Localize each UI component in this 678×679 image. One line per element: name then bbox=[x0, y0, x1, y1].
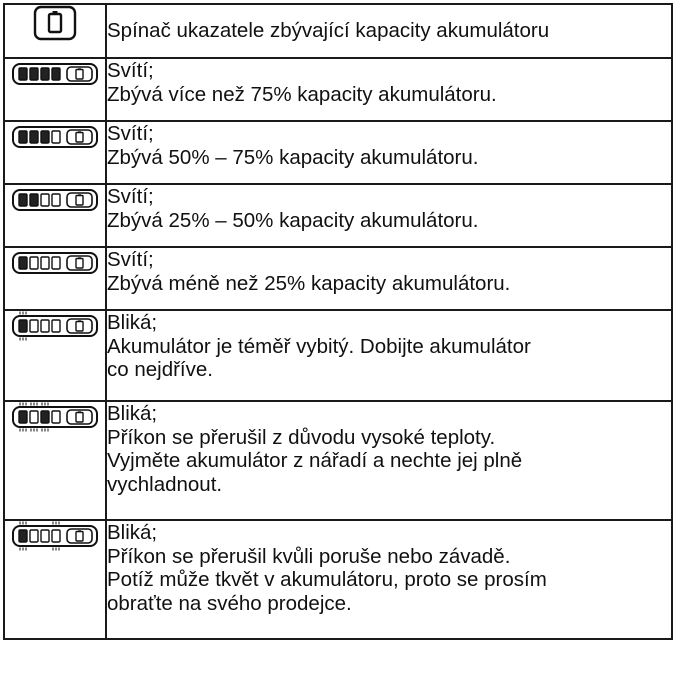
legend-line: vychladnout. bbox=[107, 472, 223, 496]
legend-line: Akumulátor je téměř vybitý. Dobijte akumulátor bbox=[107, 334, 531, 358]
led-segment bbox=[52, 411, 60, 423]
battery-alternate-blinking-icon bbox=[10, 402, 100, 432]
legend-icon-cell bbox=[4, 401, 106, 520]
legend-line: Bliká; bbox=[107, 521, 158, 544]
legend-line: Příkon se přerušil kvůli poruše nebo závadě. bbox=[107, 544, 511, 568]
legend-line: Zbývá více než 75% kapacity akumulátoru. bbox=[107, 82, 497, 106]
led-segment bbox=[30, 194, 38, 206]
legend-row bbox=[4, 121, 672, 184]
led-segment bbox=[30, 411, 38, 423]
legend-text-cell bbox=[106, 4, 672, 58]
battery-glyph-tip bbox=[78, 194, 81, 196]
legend-text-cell bbox=[106, 401, 672, 520]
led-segment bbox=[19, 194, 27, 206]
led-segment bbox=[52, 257, 60, 269]
led-segment bbox=[41, 257, 49, 269]
led-segment bbox=[41, 68, 49, 80]
led-segment bbox=[30, 131, 38, 143]
led-segment bbox=[41, 194, 49, 206]
legend-row bbox=[4, 520, 672, 639]
legend-line: co nejdříve. bbox=[107, 358, 213, 381]
legend-text-cell bbox=[106, 121, 672, 184]
legend-line: obraťte na svého prodejce. bbox=[107, 591, 352, 615]
legend-text-cell bbox=[106, 310, 672, 401]
battery-1-bar-icon bbox=[10, 248, 100, 278]
legend-text-cell bbox=[106, 520, 672, 639]
led-segment bbox=[19, 131, 27, 143]
legend-row bbox=[4, 247, 672, 310]
legend-line: Svítí; bbox=[107, 122, 154, 145]
legend-line: Spínač ukazatele zbývající kapacity akumulátoru bbox=[107, 19, 550, 43]
led-segment bbox=[52, 320, 60, 332]
legend-line: Zbývá méně než 25% kapacity akumulátoru. bbox=[107, 271, 511, 295]
led-segment bbox=[19, 68, 27, 80]
legend-icon-cell bbox=[4, 520, 106, 639]
legend-line: Svítí; bbox=[107, 185, 154, 208]
legend-text-cell bbox=[106, 247, 672, 310]
led-segment bbox=[52, 68, 60, 80]
legend-line: Příkon se přerušil z důvodu vysoké teploty. bbox=[107, 425, 496, 449]
legend-line: Zbývá 50% – 75% kapacity akumulátoru. bbox=[107, 145, 479, 169]
battery-indicator-legend-table bbox=[3, 3, 673, 640]
battery-1-bar-blinking-icon bbox=[10, 311, 100, 341]
led-segment bbox=[30, 257, 38, 269]
battery-3-bars-icon bbox=[10, 122, 100, 152]
legend-line: Svítí; bbox=[107, 59, 154, 82]
battery-glyph-tip bbox=[78, 411, 81, 413]
battery-4-bars-icon bbox=[10, 59, 100, 89]
led-segment bbox=[30, 530, 38, 542]
led-segment bbox=[19, 257, 27, 269]
battery-glyph-tip bbox=[78, 320, 81, 322]
legend-line: Bliká; bbox=[107, 402, 158, 425]
led-segment bbox=[30, 320, 38, 332]
battery-button-icon bbox=[33, 5, 77, 41]
led-segment bbox=[52, 194, 60, 206]
legend-line: Vyjměte akumulátor z nářadí a nechte jej plně bbox=[107, 449, 523, 472]
led-segment bbox=[41, 320, 49, 332]
legend-icon-cell bbox=[4, 4, 106, 58]
legend-text-cell bbox=[106, 184, 672, 247]
legend-row bbox=[4, 58, 672, 121]
led-segment bbox=[41, 530, 49, 542]
led-segment bbox=[41, 411, 49, 423]
led-segment bbox=[19, 320, 27, 332]
led-segment bbox=[19, 530, 27, 542]
battery-2-bars-icon bbox=[10, 185, 100, 215]
led-segment bbox=[19, 411, 27, 423]
legend-row bbox=[4, 4, 672, 58]
legend-icon-cell bbox=[4, 184, 106, 247]
legend-line: Zbývá 25% – 50% kapacity akumulátoru. bbox=[107, 208, 479, 232]
legend-line: Svítí; bbox=[107, 248, 154, 271]
legend-icon-cell bbox=[4, 121, 106, 184]
led-segment bbox=[41, 131, 49, 143]
legend-row bbox=[4, 310, 672, 401]
battery-glyph-tip bbox=[78, 68, 81, 70]
legend-icon-cell bbox=[4, 58, 106, 121]
legend-text-cell bbox=[106, 58, 672, 121]
led-segment bbox=[30, 68, 38, 80]
battery-ends-blinking-icon bbox=[10, 521, 100, 551]
legend-line: Potíž může tkvět v akumulátoru, proto se prosím bbox=[107, 568, 547, 591]
led-segment bbox=[52, 131, 60, 143]
battery-glyph-tip bbox=[78, 530, 81, 532]
legend-row bbox=[4, 184, 672, 247]
legend-line: Bliká; bbox=[107, 311, 158, 334]
legend-row bbox=[4, 401, 672, 520]
battery-glyph-tip bbox=[78, 257, 81, 259]
led-segment bbox=[52, 530, 60, 542]
legend-icon-cell bbox=[4, 310, 106, 401]
battery-glyph-tip bbox=[78, 131, 81, 133]
legend-icon-cell bbox=[4, 247, 106, 310]
